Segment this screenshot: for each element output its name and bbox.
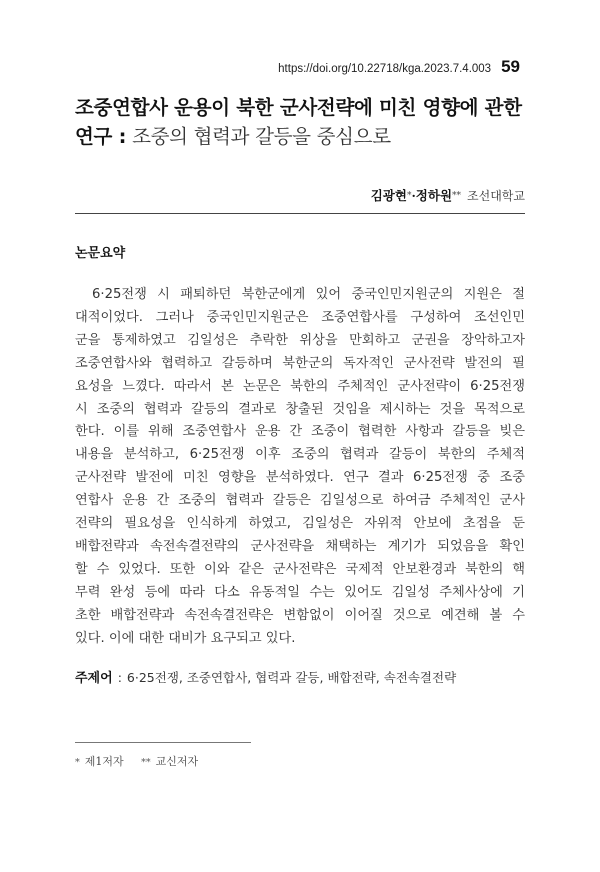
footnote-divider <box>75 742 251 743</box>
title-divider <box>75 213 525 214</box>
paper-title <box>75 93 535 151</box>
affiliation: 조선대학교 <box>467 189 525 203</box>
keywords-delimiter: : <box>117 670 122 685</box>
keywords-label: 주제어 <box>75 671 113 686</box>
page-number: 59 <box>501 57 520 76</box>
footnote-text: 교신저자 <box>155 755 199 768</box>
abstract-line: 무력 완성 등에 따라 다소 유동적일 수는 있어도 김일성 주체사상에 기 <box>75 584 525 600</box>
abstract-line: 할 수 있었다. 또한 이와 같은 군사전략은 국제적 안보환경과 북한의 핵 <box>75 561 525 577</box>
abstract-line: 초한 배합전략과 속전속결전략은 변함없이 이어질 것으로 예견해 볼 수 <box>75 607 525 623</box>
abstract-line: 배합전략과 속전속결전략의 군사전략을 채택하는 계기가 되었음을 확인 <box>75 538 525 554</box>
abstract-line: 요성을 느꼈다. 따라서 본 논문은 북한의 주체적인 군사전략이 6·25전쟁 <box>75 378 525 394</box>
footnote-item <box>75 755 124 768</box>
footnotes <box>75 753 212 772</box>
abstract-body <box>75 284 525 651</box>
running-head <box>278 57 520 77</box>
author-mark: ** <box>452 191 462 201</box>
doi-text: https://doi.org/10.22718/kga.2023.7.4.003 <box>278 63 492 75</box>
abstract-line: 대적이었다. 그러나 중국인민지원군은 조중연합사를 구성하여 조선인민 <box>75 309 525 325</box>
keywords-text: 6·25전쟁, 조중연합사, 협력과 갈등, 배합전략, 속전속결전략 <box>126 670 457 685</box>
abstract-line: 군을 통제하였고 김일성은 추락한 위상을 만회하고 군권을 장악하고자 <box>75 332 525 348</box>
footnote-text: 제1저자 <box>84 755 124 768</box>
author-line <box>371 187 525 205</box>
keywords-line <box>75 667 456 690</box>
abstract-line: 시 조중의 협력과 갈등의 결과로 창출된 것임을 제시하는 것을 목적으로 <box>75 401 525 417</box>
author-mark: * <box>406 191 412 201</box>
abstract-line: 군사전략 발전에 미친 영향을 분석하였다. 연구 결과 6·25전쟁 중 조중 <box>75 470 525 486</box>
title-lead: 연구 : <box>75 125 127 148</box>
author-name: 정하원 <box>415 188 453 203</box>
footnote-mark: * <box>75 757 80 768</box>
title-subtitle: 조중의 협력과 갈등을 중심으로 <box>132 125 391 148</box>
abstract-line: 한다. 이를 위해 조중연합사 운용 간 조중이 협력한 사항과 갈등을 빚은 <box>75 424 525 440</box>
footnote-mark: ** <box>141 757 151 768</box>
abstract-line: 있다. 이에 대한 대비가 요구되고 있다. <box>75 630 296 646</box>
abstract-heading: 논문요약 <box>75 246 126 261</box>
author-separator: · <box>411 188 416 203</box>
abstract-line: 조중연합사와 협력하고 갈등하며 북한군의 독자적인 군사전략 발전의 필 <box>75 355 525 371</box>
author-name: 김광현 <box>370 188 407 203</box>
abstract-line: 연합사 운용 간 조중의 협력과 갈등은 김일성으로 하여금 주체적인 군사 <box>75 493 525 509</box>
title-line-2 <box>75 122 535 151</box>
abstract-line: 내용을 분석하고, 6·25전쟁 이후 조중의 협력과 갈등이 북한의 주체적 <box>75 447 525 463</box>
abstract-line: 전략의 필요성을 인식하게 하였고, 김일성은 자위적 안보에 초점을 둔 <box>75 516 525 532</box>
abstract-line: 6·25전쟁 시 패퇴하던 북한군에게 있어 중국인민지원군의 지원은 절 <box>92 287 525 302</box>
title-line-1: 조중연합사 운용이 북한 군사전략에 미친 영향에 관한 <box>75 96 522 119</box>
footnote-item <box>141 755 198 768</box>
